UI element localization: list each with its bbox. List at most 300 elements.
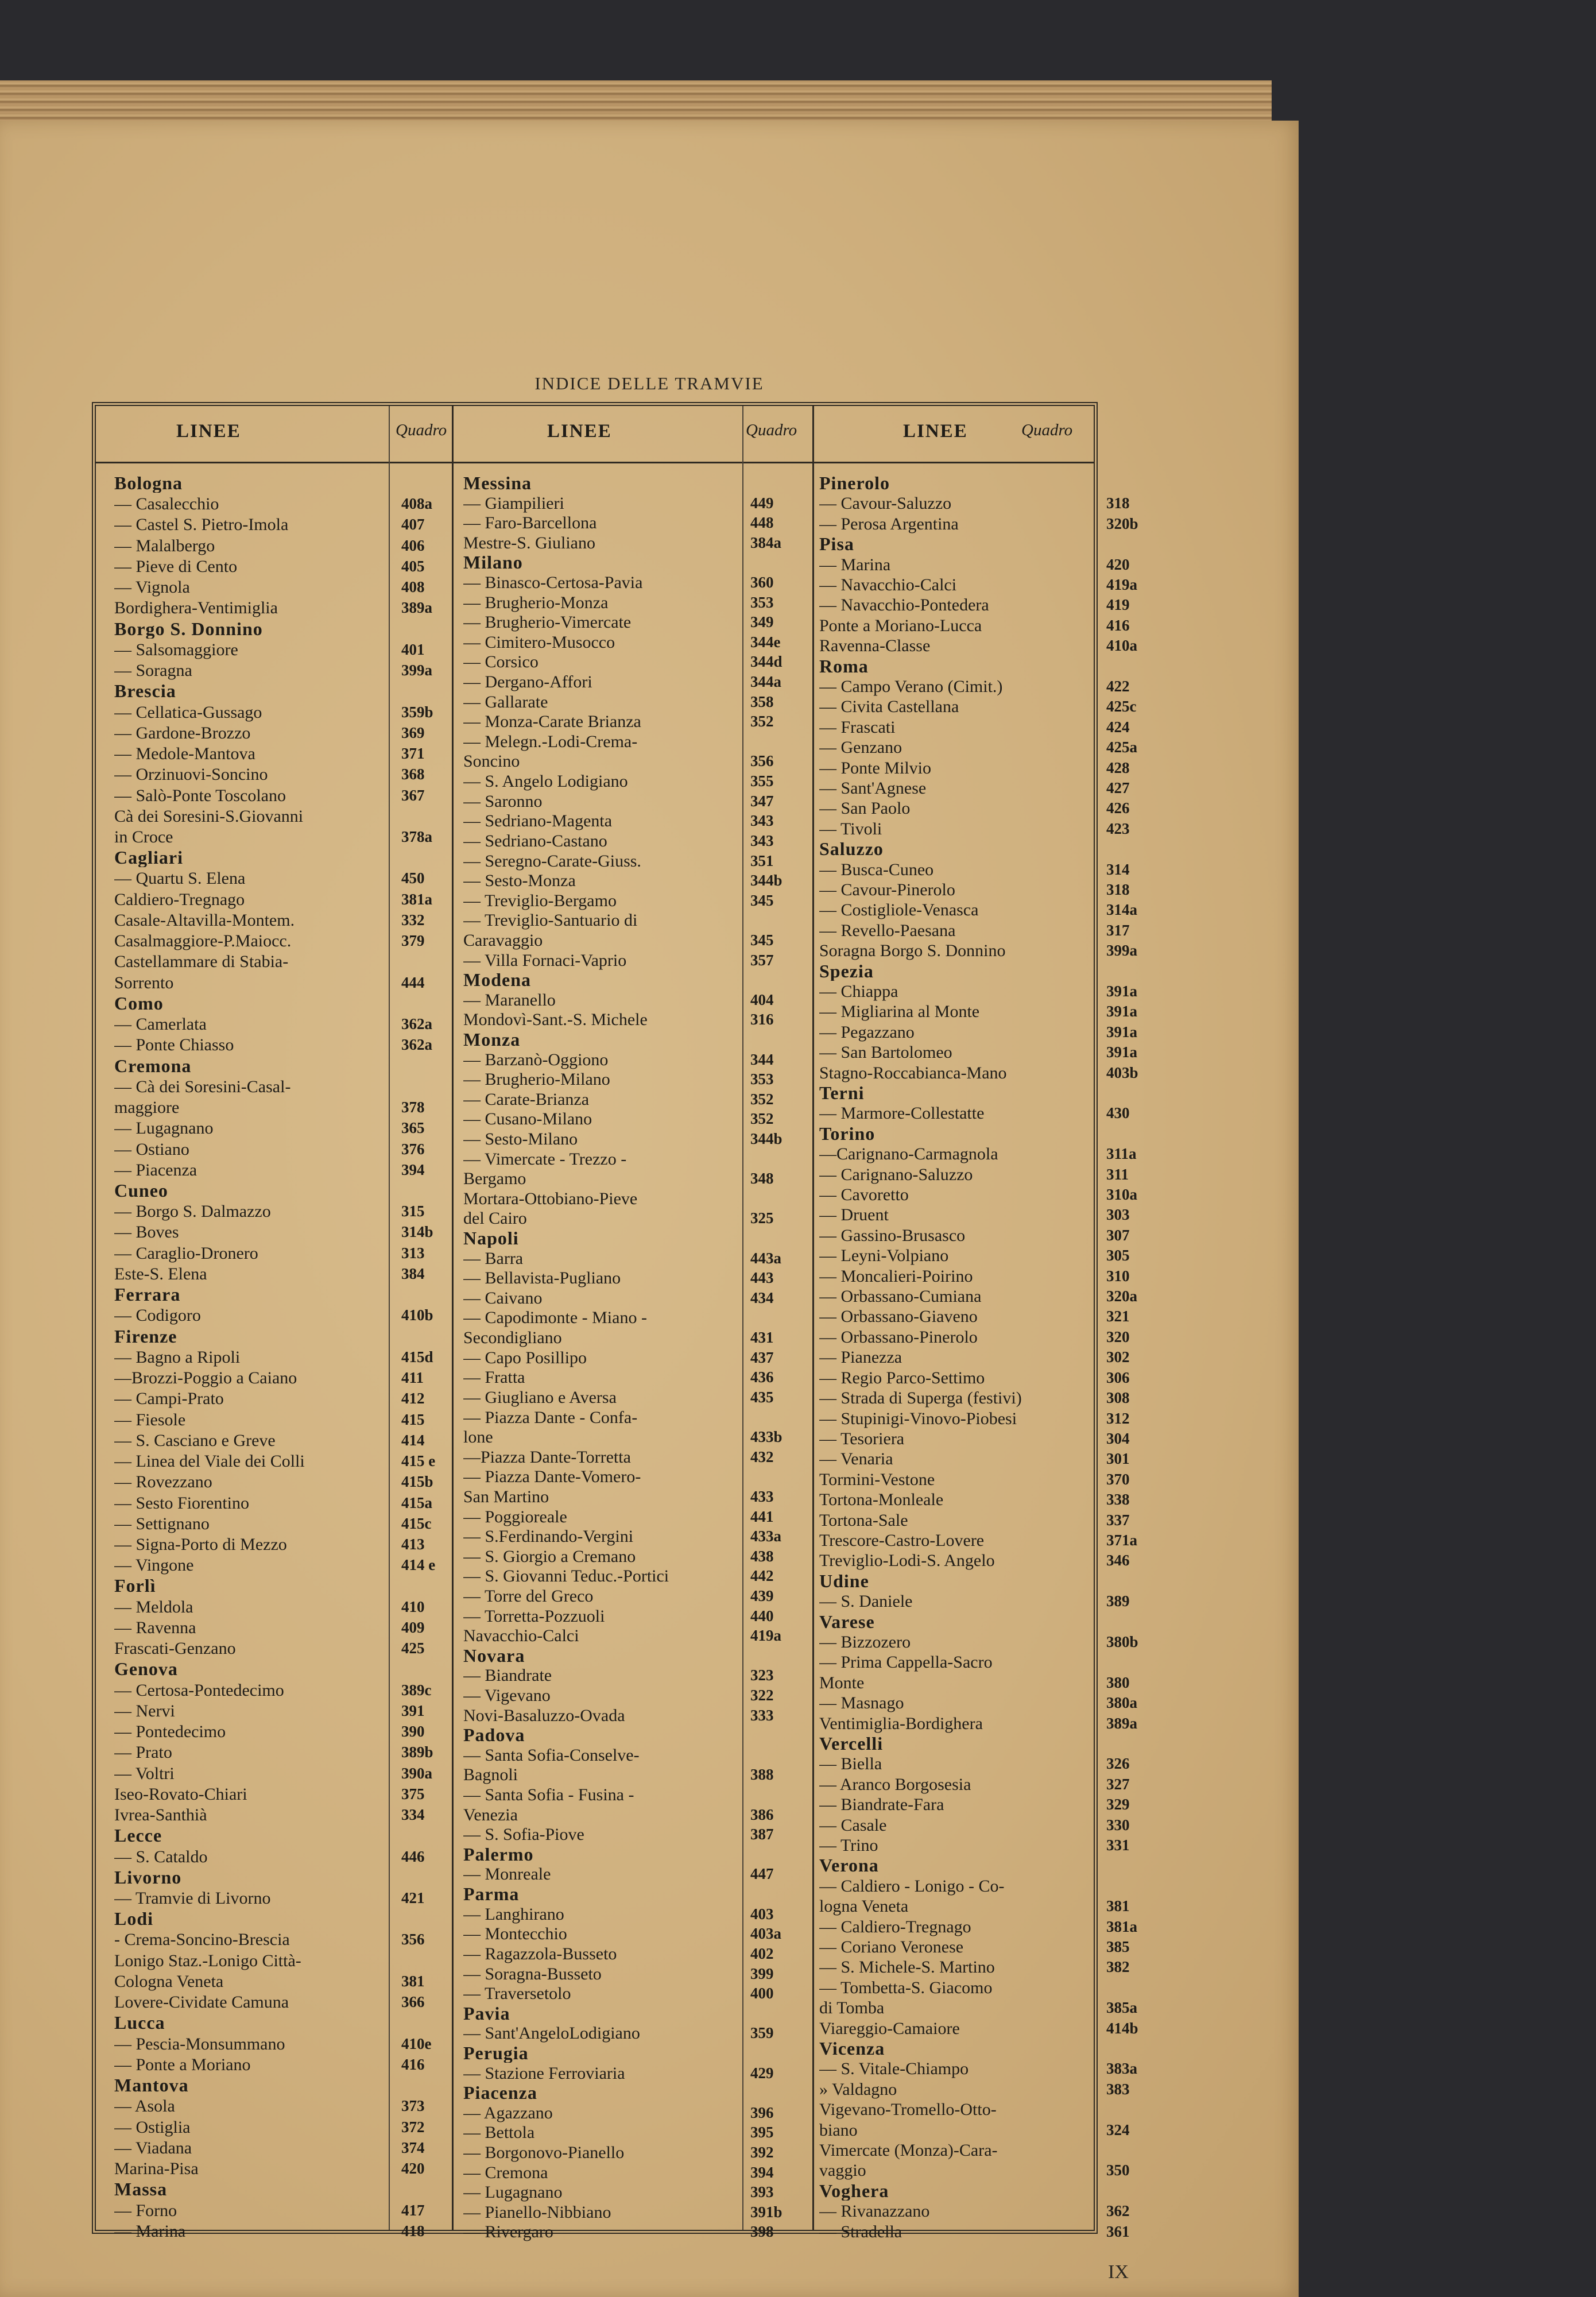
column-2-title: LINEE bbox=[547, 421, 612, 442]
quadro-number: 362 bbox=[1106, 2202, 1130, 2219]
line-name: — San Paolo bbox=[819, 799, 911, 818]
quadro-number: 429 bbox=[750, 2064, 774, 2082]
line-name: Casale-Altavilla-Montem. bbox=[114, 911, 295, 930]
line-name: — Stazione Ferroviaria bbox=[463, 2064, 625, 2083]
quadro-number: 321 bbox=[1106, 1308, 1130, 1325]
quadro-number: 403b bbox=[1106, 1064, 1138, 1081]
quadro-number: 350 bbox=[1106, 2161, 1130, 2179]
quadro-number: 311 bbox=[1106, 1166, 1129, 1183]
quadro-number: 305 bbox=[1106, 1247, 1130, 1264]
quadro-number: 399 bbox=[750, 1965, 774, 1982]
line-name: Secondigliano bbox=[463, 1328, 562, 1347]
line-name: — Borgonovo-Pianello bbox=[463, 2143, 625, 2162]
city-name: Pavia bbox=[463, 2004, 510, 2023]
quadro-number: 302 bbox=[1106, 1348, 1130, 1366]
quadro-number: 432 bbox=[750, 1448, 774, 1465]
line-name: Mondovì-Sant.-S. Michele bbox=[463, 1010, 648, 1029]
line-name: —Piazza Dante-Torretta bbox=[463, 1448, 631, 1467]
city-name: Messina bbox=[463, 474, 532, 493]
line-name: — Forno bbox=[114, 2201, 177, 2220]
city-name: Cuneo bbox=[114, 1181, 168, 1200]
quadro-number: 389a bbox=[1106, 1715, 1137, 1732]
quadro-number: 392 bbox=[750, 2144, 774, 2161]
quadro-number: 369 bbox=[401, 724, 425, 741]
quadro-number: 384 bbox=[401, 1265, 425, 1282]
quadro-number: 391a bbox=[1106, 1023, 1137, 1041]
quadro-number: 393 bbox=[750, 2183, 774, 2201]
line-name: — Revello-Paesana bbox=[819, 921, 956, 940]
quadro-number: 385 bbox=[1106, 1938, 1130, 1955]
quadro-number: 409 bbox=[401, 1619, 425, 1636]
line-name: — Aranco Borgosesia bbox=[819, 1775, 971, 1794]
quadro-number: 356 bbox=[401, 1931, 425, 1948]
line-name: — Ravenna bbox=[114, 1618, 196, 1637]
quadro-number: 383 bbox=[1106, 2081, 1130, 2098]
line-name: — Tramvie di Livorno bbox=[114, 1889, 271, 1908]
quadro-number: 345 bbox=[750, 931, 774, 949]
quadro-number: 435 bbox=[750, 1389, 774, 1406]
line-name: — Seregno-Carate-Giuss. bbox=[463, 852, 641, 871]
quadro-number: 412 bbox=[401, 1390, 425, 1407]
quadro-number: 420 bbox=[401, 2160, 425, 2177]
quadro-number: 346 bbox=[1106, 1552, 1130, 1569]
line-name: Casalmaggiore-P.Maiocc. bbox=[114, 931, 292, 950]
line-name: Venezia bbox=[463, 1805, 518, 1824]
city-name: Terni bbox=[819, 1084, 865, 1103]
line-name: — Binasco-Certosa-Pavia bbox=[463, 573, 643, 592]
quadro-number: 358 bbox=[750, 693, 774, 710]
line-name: — Castel S. Pietro-Imola bbox=[114, 515, 289, 534]
line-name: Mestre-S. Giuliano bbox=[463, 533, 595, 552]
line-name: — Traversetolo bbox=[463, 1984, 571, 2003]
line-name: — S. Cataldo bbox=[114, 1847, 208, 1866]
city-name: Vicenza bbox=[819, 2039, 885, 2058]
line-name: Tortona-Sale bbox=[819, 1511, 908, 1530]
city-name: Roma bbox=[819, 657, 869, 676]
line-name: — Caldiero - Lonigo - Co- bbox=[819, 1877, 1005, 1896]
quadro-number: 422 bbox=[1106, 678, 1130, 695]
line-name: — Capodimonte - Miano - bbox=[463, 1308, 647, 1327]
quadro-number: 308 bbox=[1106, 1389, 1130, 1406]
line-name: — Soragna-Busseto bbox=[463, 1965, 602, 1983]
line-name: logna Veneta bbox=[819, 1897, 909, 1916]
line-name: — Vignola bbox=[114, 578, 190, 597]
line-name: — Capo Posillipo bbox=[463, 1348, 587, 1367]
quadro-number: 399a bbox=[1106, 942, 1137, 959]
line-name: — Ragazzola-Busseto bbox=[463, 1944, 617, 1963]
line-name: — Lugagnano bbox=[114, 1119, 214, 1138]
quadro-number: 391a bbox=[1106, 1003, 1137, 1020]
line-name: » Valdagno bbox=[819, 2080, 897, 2099]
city-name: Lecce bbox=[114, 1826, 162, 1845]
quadro-number: 320a bbox=[1106, 1287, 1137, 1305]
quadro-number: 343 bbox=[750, 832, 774, 849]
quadro-number: 438 bbox=[750, 1548, 774, 1565]
quadro-number: 325 bbox=[750, 1209, 774, 1227]
quadro-number: 344a bbox=[750, 673, 781, 690]
line-name: — S. Vitale-Chiampo bbox=[819, 2059, 969, 2078]
line-name: — Saronno bbox=[463, 792, 543, 811]
quadro-number: 389b bbox=[401, 1743, 433, 1761]
line-name: — Brugherio-Monza bbox=[463, 593, 609, 612]
city-name: Napoli bbox=[463, 1229, 519, 1248]
quadro-number: 378a bbox=[401, 828, 432, 845]
line-name: — Vimercate - Trezzo - bbox=[463, 1150, 627, 1169]
quadro-number: 391a bbox=[1106, 983, 1137, 1000]
line-name: — Santa Sofia-Conselve- bbox=[463, 1746, 640, 1765]
line-name: — S. Michele-S. Martino bbox=[819, 1958, 995, 1977]
line-name: — Bizzozero bbox=[819, 1633, 911, 1652]
line-name: — Costigliole-Venasca bbox=[819, 900, 979, 919]
quadro-number: 338 bbox=[1106, 1491, 1130, 1508]
line-name: — Sedriano-Magenta bbox=[463, 811, 613, 830]
column-3-quadro-label: Quadro bbox=[1021, 421, 1073, 439]
quadro-number: 320b bbox=[1106, 515, 1138, 532]
quadro-number: 415d bbox=[401, 1348, 433, 1366]
line-name: — Busca-Cuneo bbox=[819, 860, 934, 879]
quadro-number: 410b bbox=[401, 1306, 433, 1324]
quadro-number: 417 bbox=[401, 2202, 425, 2219]
quadro-number: 366 bbox=[401, 1993, 425, 2010]
line-name: — Biandrate-Fara bbox=[819, 1795, 944, 1814]
line-name: — Rovezzano bbox=[114, 1472, 212, 1491]
quadro-number: 303 bbox=[1106, 1206, 1130, 1223]
line-name: Viareggio-Camaiore bbox=[819, 2019, 960, 2038]
quadro-number: 428 bbox=[1106, 759, 1130, 776]
line-name: - Crema-Soncino-Brescia bbox=[114, 1930, 290, 1949]
line-name: — Langhirano bbox=[463, 1905, 564, 1924]
quadro-number: 401 bbox=[401, 641, 425, 658]
line-name: Caldiero-Tregnago bbox=[114, 890, 245, 909]
divider bbox=[452, 406, 454, 2230]
line-name: Cà dei Soresini-S.Giovanni bbox=[114, 807, 304, 826]
line-name: — Migliarina al Monte bbox=[819, 1002, 980, 1021]
column-3-title: LINEE bbox=[903, 421, 968, 442]
quadro-number: 433 bbox=[750, 1488, 774, 1505]
quadro-number: 383a bbox=[1106, 2060, 1137, 2077]
city-name: Brescia bbox=[114, 682, 176, 701]
line-name: — Ostiano bbox=[114, 1140, 189, 1159]
line-name: — Treviglio-Santuario di bbox=[463, 911, 638, 930]
quadro-number: 365 bbox=[401, 1119, 425, 1136]
line-name: — Piacenza bbox=[114, 1161, 197, 1180]
line-name: Vimercate (Monza)-Cara- bbox=[819, 2141, 998, 2160]
line-name: — Torre del Greco bbox=[463, 1587, 594, 1606]
line-name: — Piazza Dante-Vomero- bbox=[463, 1467, 641, 1486]
city-name: Bologna bbox=[114, 474, 183, 493]
line-name: — Orzinuovi-Soncino bbox=[114, 765, 268, 784]
quadro-number: 408a bbox=[401, 495, 432, 512]
line-name: — Carignano-Saluzzo bbox=[819, 1165, 973, 1184]
city-name: Novara bbox=[463, 1646, 525, 1665]
line-name: — Salò-Ponte Toscolano bbox=[114, 786, 286, 805]
quadro-number: 425a bbox=[1106, 738, 1137, 756]
line-name: — Bagno a Ripoli bbox=[114, 1348, 241, 1367]
line-name: — Cavour-Pinerolo bbox=[819, 880, 955, 899]
quadro-number: 326 bbox=[1106, 1755, 1130, 1772]
line-name: — Ostiglia bbox=[114, 2118, 191, 2137]
line-name: Ponte a Moriano-Lucca bbox=[819, 616, 982, 635]
line-name: — S. Giorgio a Cremano bbox=[463, 1547, 636, 1566]
line-name: — Venaria bbox=[819, 1449, 893, 1468]
quadro-number: 381 bbox=[401, 1973, 425, 1990]
city-name: Spezia bbox=[819, 962, 874, 981]
line-name: — Cellatica-Gussago bbox=[114, 703, 262, 722]
quadro-number: 347 bbox=[750, 792, 774, 810]
line-name: — Masnago bbox=[819, 1693, 904, 1712]
quadro-number: 410e bbox=[401, 2035, 432, 2052]
city-name: Pisa bbox=[819, 535, 854, 554]
line-name: — Poggioreale bbox=[463, 1507, 567, 1526]
line-name: Castellammare di Stabia- bbox=[114, 952, 289, 971]
line-name: — Orbassano-Giaveno bbox=[819, 1307, 978, 1326]
line-name: Iseo-Rovato-Chiari bbox=[114, 1785, 247, 1804]
line-name: — S. Daniele bbox=[819, 1592, 913, 1611]
quadro-number: 415a bbox=[401, 1494, 432, 1511]
line-name: Ravenna-Classe bbox=[819, 636, 931, 655]
quadro-number: 415 bbox=[401, 1411, 425, 1428]
quadro-number: 384a bbox=[750, 534, 781, 551]
line-name: — Cavour-Saluzzo bbox=[819, 494, 952, 513]
line-name: — Barzanò-Oggiono bbox=[463, 1050, 609, 1069]
line-name: — Marmore-Collestatte bbox=[819, 1104, 985, 1123]
line-name: — Civita Castellana bbox=[819, 697, 959, 716]
line-name: Novi-Basaluzzo-Ovada bbox=[463, 1706, 625, 1725]
quadro-number: 420 bbox=[1106, 556, 1130, 573]
line-name: — Bellavista-Pugliano bbox=[463, 1269, 621, 1287]
line-name: — Corsico bbox=[463, 652, 539, 671]
line-name: — Boves bbox=[114, 1223, 179, 1242]
city-name: Como bbox=[114, 994, 164, 1013]
line-name: — Pieve di Cento bbox=[114, 557, 238, 576]
quadro-number: 334 bbox=[401, 1806, 425, 1823]
quadro-number: 327 bbox=[1106, 1776, 1130, 1793]
quadro-number: 359b bbox=[401, 703, 433, 721]
quadro-number: 322 bbox=[750, 1687, 774, 1704]
line-name: — Santa Sofia - Fusina - bbox=[463, 1785, 634, 1804]
line-name: — Coriano Veronese bbox=[819, 1938, 964, 1956]
quadro-number: 443a bbox=[750, 1250, 781, 1267]
line-name: maggiore bbox=[114, 1098, 180, 1117]
line-name: — Borgo S. Dalmazzo bbox=[114, 1202, 271, 1221]
line-name: — Faro-Barcellona bbox=[463, 513, 597, 532]
quadro-number: 444 bbox=[401, 974, 425, 991]
line-name: — Monza-Carate Brianza bbox=[463, 712, 641, 731]
line-name: —Brozzi-Poggio a Caiano bbox=[114, 1368, 297, 1387]
quadro-number: 391a bbox=[1106, 1043, 1137, 1061]
quadro-number: 414 e bbox=[401, 1556, 436, 1573]
quadro-number: 344e bbox=[750, 633, 781, 651]
quadro-number: 413 bbox=[401, 1536, 425, 1553]
line-name: — Orbassano-Cumiana bbox=[819, 1287, 982, 1306]
line-name: — Giugliano e Aversa bbox=[463, 1388, 617, 1407]
quadro-number: 344d bbox=[750, 653, 782, 670]
line-name: — Sant'Agnese bbox=[819, 779, 927, 798]
line-name: Tormini-Vestone bbox=[819, 1470, 935, 1489]
line-name: — Trino bbox=[819, 1836, 878, 1855]
quadro-number: 427 bbox=[1106, 779, 1130, 796]
line-name: Trescore-Castro-Lovere bbox=[819, 1531, 985, 1550]
quadro-number: 356 bbox=[750, 752, 774, 769]
quadro-number: 388 bbox=[750, 1766, 774, 1783]
line-name: — Settignano bbox=[114, 1514, 210, 1533]
line-name: San Martino bbox=[463, 1487, 549, 1506]
line-name: — Cavoretto bbox=[819, 1185, 909, 1204]
line-name: — Marina bbox=[819, 555, 891, 574]
quadro-number: 391b bbox=[750, 2203, 782, 2221]
quadro-number: 408 bbox=[401, 578, 425, 595]
quadro-number: 450 bbox=[401, 869, 425, 887]
quadro-number: 320 bbox=[1106, 1328, 1130, 1345]
running-head: INDICE DELLE TRAMVIE bbox=[534, 373, 764, 393]
line-name: — Sedriano-Castano bbox=[463, 832, 607, 850]
line-name: — Genzano bbox=[819, 738, 902, 757]
line-name: — Signa-Porto di Mezzo bbox=[114, 1535, 287, 1554]
line-name: — Gassino-Brusasco bbox=[819, 1226, 966, 1245]
quadro-number: 442 bbox=[750, 1567, 774, 1584]
line-name: — Salsomaggiore bbox=[114, 640, 238, 659]
quadro-number: 424 bbox=[1106, 718, 1130, 736]
quadro-number: 359 bbox=[750, 2024, 774, 2041]
line-name: — Tivoli bbox=[819, 819, 882, 838]
quadro-number: 318 bbox=[1106, 881, 1130, 898]
quadro-number: 314a bbox=[1106, 901, 1137, 918]
quadro-number: 368 bbox=[401, 765, 425, 783]
line-name: Bergamo bbox=[463, 1169, 526, 1188]
city-name: Ferrara bbox=[114, 1285, 181, 1304]
quadro-number: 310a bbox=[1106, 1186, 1137, 1203]
quadro-number: 371a bbox=[1106, 1532, 1137, 1549]
line-name: — Malalbergo bbox=[114, 536, 215, 555]
line-name: Sorrento bbox=[114, 973, 174, 992]
line-name: — Gardone-Brozzo bbox=[114, 724, 251, 743]
quadro-number: 310 bbox=[1106, 1267, 1130, 1285]
quadro-number: 352 bbox=[750, 713, 774, 730]
line-name: — Fratta bbox=[463, 1368, 525, 1387]
line-name: — Prato bbox=[114, 1743, 172, 1762]
line-name: — Tombetta-S. Giacomo bbox=[819, 1978, 993, 1997]
quadro-number: 314 bbox=[1106, 861, 1130, 878]
line-name: — Brugherio-Vimercate bbox=[463, 613, 632, 632]
quadro-number: 373 bbox=[401, 2097, 425, 2114]
quadro-number: 415b bbox=[401, 1473, 433, 1490]
line-name: Mortara-Ottobiano-Pieve bbox=[463, 1189, 638, 1208]
line-name: — Biella bbox=[819, 1754, 882, 1773]
quadro-number: 414 bbox=[401, 1432, 425, 1449]
line-name: — Montecchio bbox=[463, 1924, 567, 1943]
quadro-number: 307 bbox=[1106, 1227, 1130, 1244]
line-name: Soragna Borgo S. Donnino bbox=[819, 941, 1006, 960]
line-name: — Marina bbox=[114, 2222, 186, 2241]
line-name: — Navacchio-Calci bbox=[819, 575, 957, 594]
quadro-number: 362a bbox=[401, 1015, 432, 1033]
line-name: — Pescia-Monsummano bbox=[114, 2035, 285, 2054]
line-name: — Voltri bbox=[114, 1764, 175, 1783]
quadro-number: 433a bbox=[750, 1528, 781, 1545]
line-name: — Vigevano bbox=[463, 1686, 551, 1705]
line-name: Navacchio-Calci bbox=[463, 1626, 579, 1645]
quadro-number: 416 bbox=[401, 2056, 425, 2073]
quadro-number: 306 bbox=[1106, 1369, 1130, 1386]
quadro-number: 448 bbox=[750, 514, 774, 531]
city-name: Cagliari bbox=[114, 848, 183, 867]
column-1-title: LINEE bbox=[176, 421, 241, 442]
quadro-number: 314b bbox=[401, 1223, 433, 1240]
line-name: — Lugagnano bbox=[463, 2183, 563, 2202]
quadro-number: 381 bbox=[1106, 1897, 1130, 1915]
quadro-number: 419 bbox=[1106, 596, 1130, 613]
city-name: Milano bbox=[463, 553, 523, 572]
quadro-number: 324 bbox=[1106, 2121, 1130, 2139]
line-name: — Soragna bbox=[114, 661, 192, 680]
line-name: — Casalecchio bbox=[114, 494, 219, 513]
quadro-number: 315 bbox=[401, 1202, 425, 1220]
quadro-number: 344b bbox=[750, 1130, 782, 1147]
line-name: — Agazzano bbox=[463, 2103, 553, 2122]
line-name: — Meldola bbox=[114, 1598, 193, 1617]
page-number: IX bbox=[1108, 2261, 1129, 2283]
quadro-number: 389 bbox=[1106, 1592, 1130, 1610]
line-name: — S. Casciano e Greve bbox=[114, 1431, 276, 1450]
line-name: Lonigo Staz.-Lonigo Città- bbox=[114, 1951, 301, 1970]
quadro-number: 349 bbox=[750, 613, 774, 631]
city-name: Borgo S. Donnino bbox=[114, 620, 263, 639]
quadro-number: 386 bbox=[750, 1806, 774, 1823]
line-name: — Leyni-Volpiano bbox=[819, 1246, 949, 1265]
quadro-number: 343 bbox=[750, 812, 774, 829]
city-name: Voghera bbox=[819, 2182, 889, 2201]
line-name: — Medole-Mantova bbox=[114, 744, 255, 763]
line-name: — Codigoro bbox=[114, 1306, 201, 1325]
line-name: — Caivano bbox=[463, 1289, 543, 1308]
quadro-number: 332 bbox=[401, 911, 425, 929]
line-name: — Regio Parco-Settimo bbox=[819, 1368, 985, 1387]
quadro-number: 389a bbox=[401, 599, 432, 616]
line-name: — Druent bbox=[819, 1205, 889, 1224]
quadro-number: 410a bbox=[1106, 637, 1137, 654]
line-name: Ventimiglia-Bordighera bbox=[819, 1714, 983, 1733]
quadro-number: 404 bbox=[750, 991, 774, 1008]
line-name: — Caldiero-Tregnago bbox=[819, 1917, 971, 1936]
quadro-number: 431 bbox=[750, 1329, 774, 1346]
line-name: Tortona-Monleale bbox=[819, 1490, 944, 1509]
line-name: — Brugherio-Milano bbox=[463, 1070, 610, 1089]
line-name: vaggio bbox=[819, 2161, 866, 2180]
quadro-number: 421 bbox=[401, 1889, 425, 1907]
line-name: — Cusano-Milano bbox=[463, 1109, 592, 1128]
line-name: — Perosa Argentina bbox=[819, 515, 959, 533]
line-name: — Cimitero-Musocco bbox=[463, 633, 615, 652]
quadro-number: 367 bbox=[401, 787, 425, 804]
line-name: in Croce bbox=[114, 827, 173, 846]
quadro-number: 396 bbox=[750, 2104, 774, 2121]
quadro-number: 357 bbox=[750, 952, 774, 969]
line-name: — San Bartolomeo bbox=[819, 1043, 952, 1062]
quadro-number: 304 bbox=[1106, 1430, 1130, 1447]
line-name: — Camerlata bbox=[114, 1015, 207, 1034]
line-name: — Ponte Milvio bbox=[819, 759, 932, 778]
line-name: — Campo Verano (Cimit.) bbox=[819, 677, 1003, 696]
line-name: — Casale bbox=[819, 1816, 887, 1835]
city-name: Saluzzo bbox=[819, 840, 884, 859]
line-name: — Sant'AngeloLodigiano bbox=[463, 2024, 640, 2043]
quadro-number: 400 bbox=[750, 1985, 774, 2002]
quadro-number: 426 bbox=[1106, 799, 1130, 817]
city-name: Forlì bbox=[114, 1576, 156, 1595]
quadro-number: 351 bbox=[750, 852, 774, 869]
line-name: — Sesto-Milano bbox=[463, 1130, 578, 1148]
quadro-number: 411 bbox=[401, 1369, 424, 1386]
